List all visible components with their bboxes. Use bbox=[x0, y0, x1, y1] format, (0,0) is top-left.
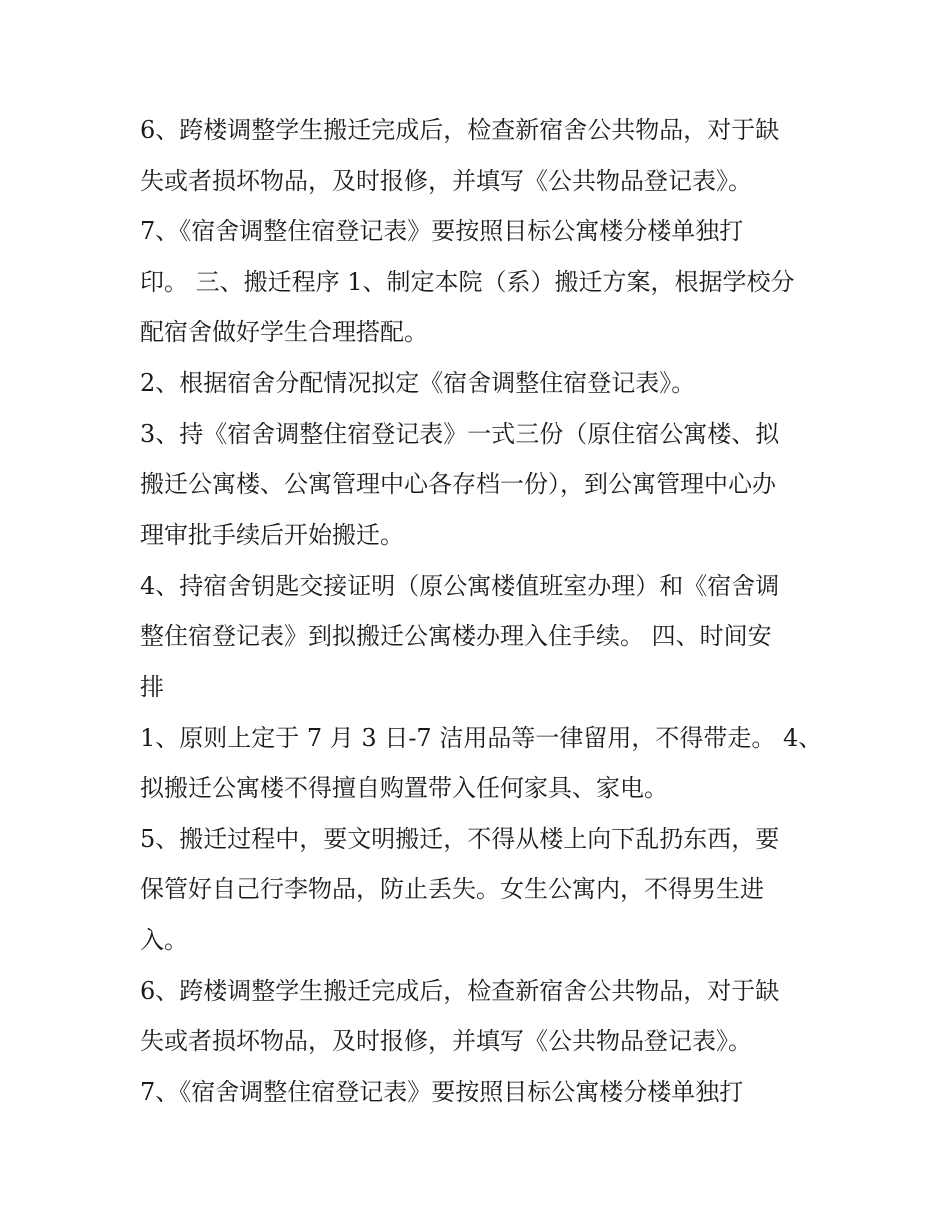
text-line-8: 搬迁公寓楼、公寓管理中心各存档一份），到公寓管理中心办 bbox=[140, 470, 776, 498]
text-line-12: 排 bbox=[140, 673, 164, 701]
text-line-18: 6、跨楼调整学生搬迁完成后，检查新宿舍公共物品，对于缺 bbox=[140, 977, 780, 1005]
text-line-4: 印。 三、搬迁程序 1、制定本院（系）搬迁方案，根据学校分 bbox=[140, 268, 795, 296]
text-line-20: 7、《宿舍调整住宿登记表》要按照目标公寓楼分楼单独打 bbox=[140, 1078, 744, 1106]
text-line-1: 6、跨楼调整学生搬迁完成后，检查新宿舍公共物品，对于缺 bbox=[140, 116, 780, 144]
text-line-15: 5、搬迁过程中，要文明搬迁，不得从楼上向下乱扔东西，要 bbox=[140, 825, 780, 853]
text-line-10: 4、持宿舍钥匙交接证明（原公寓楼值班室办理）和《宿舍调 bbox=[140, 572, 780, 600]
text-line-16: 保管好自己行李物品，防止丢失。女生公寓内，不得男生进 bbox=[140, 875, 764, 903]
text-line-19: 失或者损坏物品，及时报修，并填写《公共物品登记表》。 bbox=[140, 1027, 752, 1055]
text-line-3: 7、《宿舍调整住宿登记表》要按照目标公寓楼分楼单独打 bbox=[140, 217, 744, 245]
text-line-5: 配宿舍做好学生合理搭配。 bbox=[140, 318, 428, 346]
text-line-7: 3、持《宿舍调整住宿登记表》一式三份（原住宿公寓楼、拟 bbox=[140, 420, 780, 448]
text-line-9: 理审批手续后开始搬迁。 bbox=[140, 521, 404, 549]
text-line-13: 1、原则上定于 7 月 3 日-7 洁用品等一律留用，不得带走。 4、 bbox=[140, 724, 823, 752]
text-line-6: 2、根据宿舍分配情况拟定《宿舍调整住宿登记表》。 bbox=[140, 369, 696, 397]
text-line-14: 拟搬迁公寓楼不得擅自购置带入任何家具、家电。 bbox=[140, 774, 668, 802]
text-line-17: 入。 bbox=[140, 926, 188, 954]
text-line-2: 失或者损坏物品，及时报修，并填写《公共物品登记表》。 bbox=[140, 167, 752, 195]
text-line-11: 整住宿登记表》到拟搬迁公寓楼办理入住手续。 四、时间安 bbox=[140, 622, 772, 650]
